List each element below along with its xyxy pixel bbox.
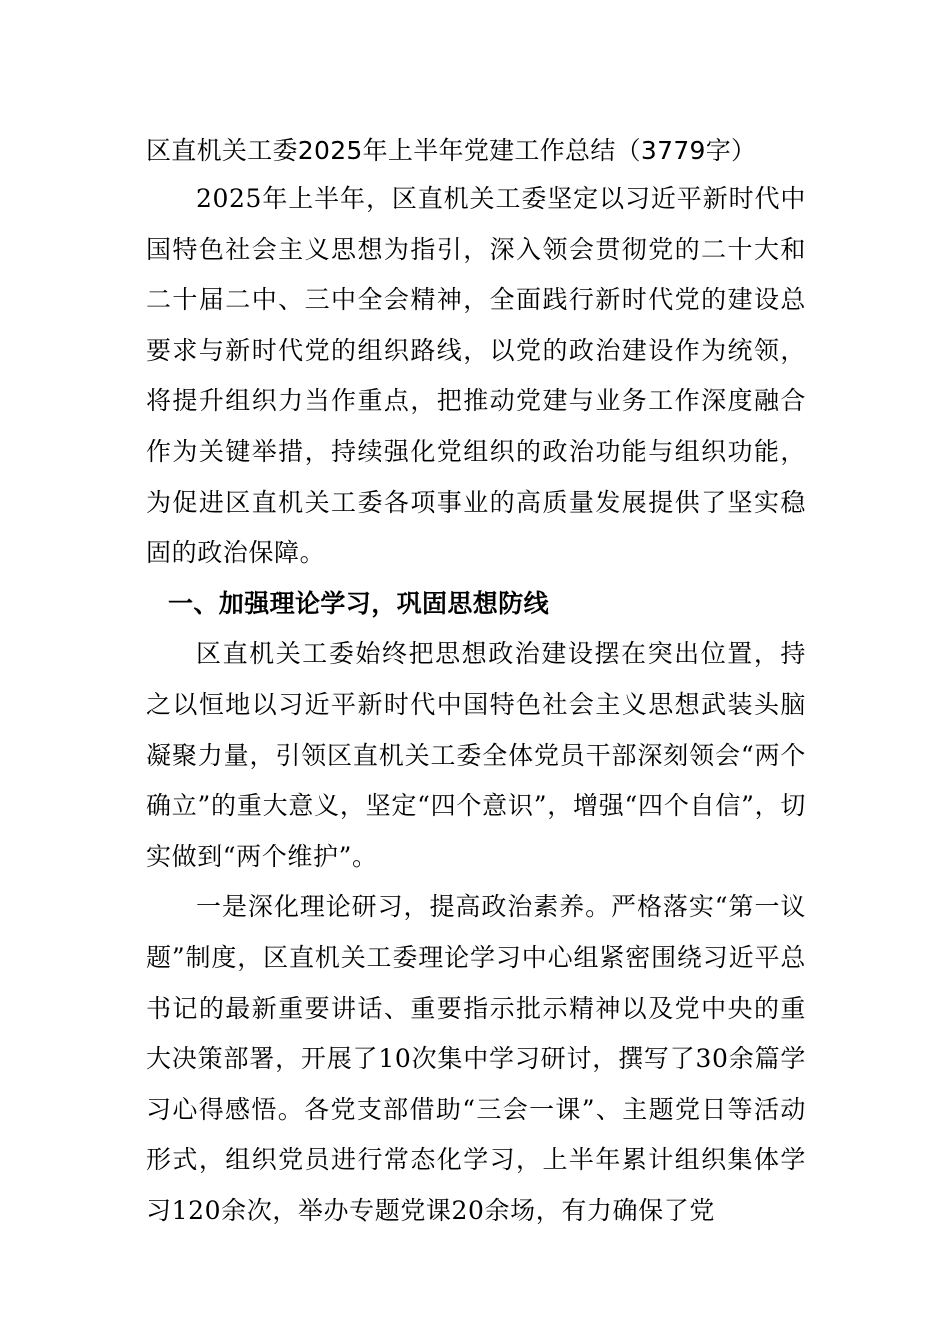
section-paragraph: 一是深化理论研习，提高政治素养。严格落实“第一议题”制度，区直机关工委理论学习中心组紧密围绕习近平总书记的最新重要讲话、重要指示批示精神以及党中央的重大决策部署，开展了10次集中学习研讨，撰写了30余篇学习心得感悟。各党支部借助“三会一课”、主题党日等活动形式，组织党员进行常态化学习，上半年累计组织集体学习120余次，举办专题党课20余场，有力确保了党: [146, 892, 806, 1225]
section-paragraph: 区直机关工委始终把思想政治建设摆在突出位置，持之以恒地以习近平新时代中国特色社会主义思想武装头脑凝聚力量，引领区直机关工委全体党员干部深刻领会“两个确立”的重大意义，坚定“四个意识”，增强“四个自信”，切实做到“两个维护”。: [146, 639, 806, 871]
document-body: [146, 128, 806, 1236]
section-heading: 一、加强理论学习，巩固思想防线: [168, 588, 550, 618]
document-title: 区直机关工委2025年上半年党建工作总结（3779字）: [146, 136, 757, 165]
intro-paragraph: 2025年上半年，区直机关工委坚定以习近平新时代中国特色社会主义思想为指引，深入领会贯彻党的二十大和二十届二中、三中全会精神，全面践行新时代党的建设总要求与新时代党的组织路线，以党的政治建设作为统领，将提升组织力当作重点，把推动党建与业务工作深度融合作为关键举措，持续强化党组织的政治功能与组织功能，为促进区直机关工委各项事业的高质量发展提供了坚实稳固的政治保障。: [146, 184, 806, 568]
